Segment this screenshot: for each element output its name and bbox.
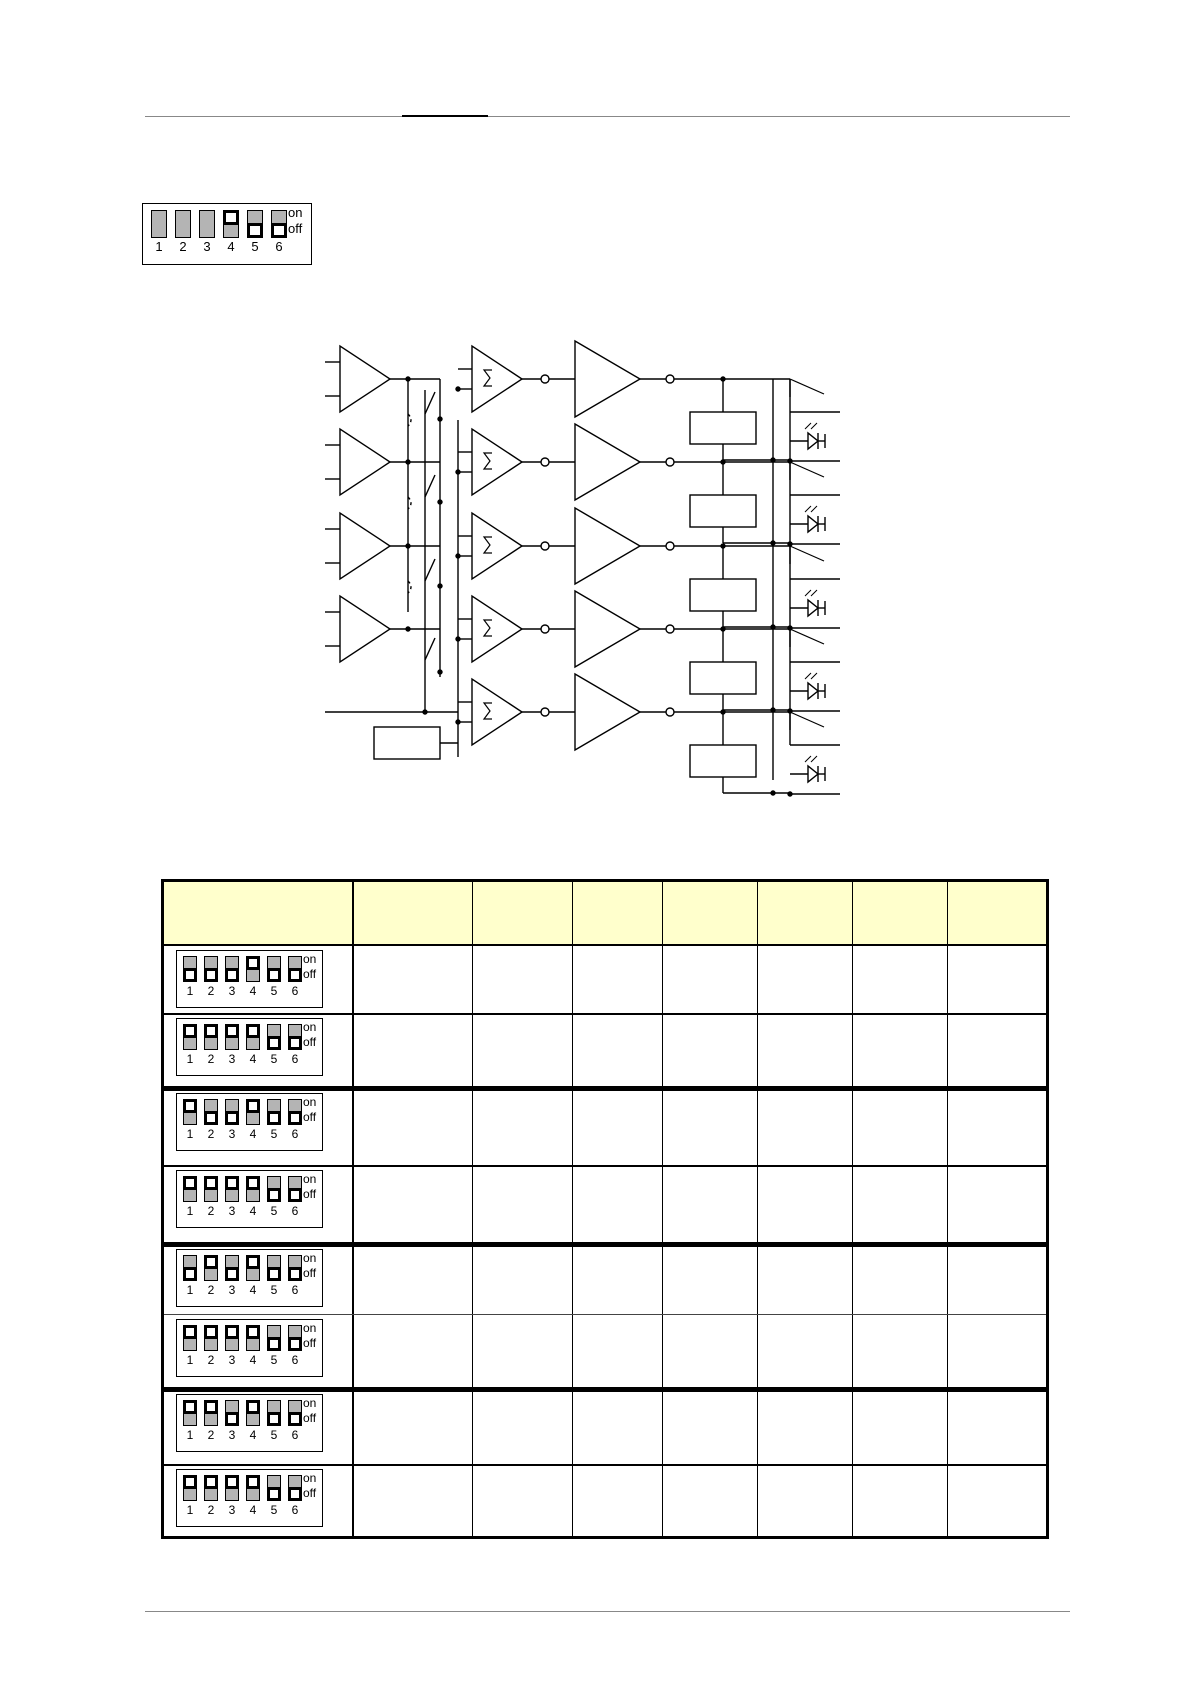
- dip-position-label: 3: [228, 1204, 236, 1218]
- dip-position-label: 2: [179, 239, 187, 254]
- table-column-divider: [662, 882, 663, 1536]
- dip-position-label: 6: [291, 1283, 299, 1297]
- junction-dot: [406, 627, 410, 631]
- led-diode: [808, 516, 818, 532]
- footer-rule: [145, 1611, 1070, 1612]
- switch-contact: [425, 559, 435, 581]
- table-row-dip-switch: [176, 1394, 323, 1452]
- dip-position-label: 2: [207, 1204, 215, 1218]
- dip-position-label: 1: [155, 239, 163, 254]
- dip-knob-on: [225, 1475, 239, 1489]
- dip-knob-on: [225, 1024, 239, 1038]
- dip-position-label: 4: [249, 984, 257, 998]
- dip-knob-on: [204, 1024, 218, 1038]
- dip-position-label: 3: [228, 984, 236, 998]
- led-diode: [808, 600, 818, 616]
- dip-on-label: on: [303, 1471, 317, 1485]
- junction-dot: [456, 387, 460, 391]
- dip-knob-on: [204, 1400, 218, 1414]
- junction-dot: [423, 710, 427, 714]
- dip-position-label: 5: [270, 1283, 278, 1297]
- led-diode: [808, 433, 818, 449]
- led-light-arrows: [805, 506, 817, 512]
- summing-amplifier: [472, 346, 522, 412]
- sigma-symbol: [484, 537, 492, 553]
- led-light-arrows: [805, 673, 817, 679]
- dip-knob-off: [267, 1412, 281, 1426]
- dip-knob-on: [183, 1176, 197, 1190]
- dip-knob-on: [246, 1400, 260, 1414]
- dip-position-label: 3: [203, 239, 211, 254]
- dip-position-label: 1: [186, 1052, 194, 1066]
- dip-position-label: 5: [270, 984, 278, 998]
- dip-position-label: 4: [249, 1503, 257, 1517]
- inverter-bubble: [541, 542, 549, 550]
- dip-knob-off: [225, 1267, 239, 1281]
- dip-off-label: off: [288, 221, 303, 236]
- led-diode: [808, 766, 818, 782]
- dip-position-label: 4: [249, 1353, 257, 1367]
- table-row-dip-switch: [176, 1469, 323, 1527]
- dip-knob-off: [267, 1487, 281, 1501]
- dip-position-label: 1: [186, 1353, 194, 1367]
- dip-knob-off: [204, 968, 218, 982]
- dip-knob-off: [288, 1267, 302, 1281]
- dip-off-label: off: [303, 1187, 317, 1201]
- output-bubble: [666, 708, 674, 716]
- dip-position-label: 2: [207, 1052, 215, 1066]
- dip-knob-off: [225, 968, 239, 982]
- dip-position-label: 1: [186, 984, 194, 998]
- junction-dot: [438, 417, 442, 421]
- dip-on-label: on: [303, 1172, 317, 1186]
- output-bubble: [666, 375, 674, 383]
- dip-knob-on: [246, 1176, 260, 1190]
- dip-knob-on: [246, 1475, 260, 1489]
- dip-knob-off: [204, 1111, 218, 1125]
- table-column-divider: [947, 882, 948, 1536]
- table-row-dip-switch: [176, 1018, 323, 1076]
- inverter-bubble: [541, 458, 549, 466]
- relay-contact: [790, 712, 824, 727]
- dip-position-label: 6: [275, 239, 283, 254]
- table-row-divider: [164, 1314, 1046, 1315]
- dip-position-label: 1: [186, 1204, 194, 1218]
- junction-dot: [456, 470, 460, 474]
- dip-position-label: 6: [291, 1503, 299, 1517]
- summing-amplifier: [472, 679, 522, 745]
- table-row-divider: [164, 1086, 1046, 1091]
- led-light-arrows: [805, 423, 817, 429]
- table-row-dip-switch: [176, 950, 323, 1008]
- dip-knob-off: [267, 1188, 281, 1202]
- dip-off-label: off: [303, 1035, 317, 1049]
- dip-knob-on: [204, 1176, 218, 1190]
- switch-contact: [425, 475, 435, 497]
- relay-coil: [690, 495, 756, 527]
- dip-knob-off: [288, 1036, 302, 1050]
- dip-position-label: 2: [207, 1127, 215, 1141]
- dip-position-label: 6: [291, 1204, 299, 1218]
- table-row-divider: [164, 1165, 1046, 1167]
- dip-knob-on: [246, 956, 260, 970]
- dip-position-label: 1: [186, 1127, 194, 1141]
- dip-on-label: on: [303, 1396, 317, 1410]
- input-amplifier: [340, 513, 390, 579]
- inverter-bubble: [541, 708, 549, 716]
- dip-knob-on: [204, 1325, 218, 1339]
- relay-coil: [690, 745, 756, 777]
- dip-position-label: 2: [207, 1283, 215, 1297]
- input-amplifier: [340, 346, 390, 412]
- dip-knob-off: [288, 1487, 302, 1501]
- junction-dot: [456, 637, 460, 641]
- output-amplifier: [575, 508, 640, 584]
- output-bubble: [666, 458, 674, 466]
- dip-knob-off: [267, 1337, 281, 1351]
- junction-dot: [788, 792, 792, 796]
- dip-off-label: off: [303, 1411, 317, 1425]
- relay-coil: [690, 412, 756, 444]
- dip-knob-off: [225, 1412, 239, 1426]
- dip-on-label: on: [303, 952, 317, 966]
- relay-contact: [790, 546, 824, 561]
- dip-on-label: on: [303, 1321, 317, 1335]
- switch-contact: [425, 392, 435, 414]
- table-row-dip-switch: [176, 1249, 323, 1307]
- table-row-divider: [164, 1387, 1046, 1392]
- table-column-divider: [572, 882, 573, 1536]
- dip-position-label: 3: [228, 1428, 236, 1442]
- dip-knob-off: [288, 1111, 302, 1125]
- dip-position-label: 5: [270, 1353, 278, 1367]
- dip-position-label: 4: [249, 1127, 257, 1141]
- dip-knob-off: [183, 968, 197, 982]
- dip-settings-table: [161, 879, 1049, 1539]
- table-column-divider: [852, 882, 853, 1536]
- sigma-symbol: [484, 620, 492, 636]
- dip-knob-off: [225, 1111, 239, 1125]
- dip-off-label: off: [303, 1486, 317, 1500]
- dip-on-label: on: [303, 1251, 317, 1265]
- dip-knob-off: [288, 1412, 302, 1426]
- junction-dot: [456, 554, 460, 558]
- inverter-bubble: [541, 625, 549, 633]
- dip-knob-on: [246, 1099, 260, 1113]
- dip-position-label: 2: [207, 1428, 215, 1442]
- dip-position-label: 3: [228, 1052, 236, 1066]
- dip-knob-on: [246, 1325, 260, 1339]
- dip-position-label: 5: [251, 239, 259, 254]
- table-row-divider: [164, 1013, 1046, 1015]
- relay-contact: [790, 629, 824, 644]
- dip-knob-off: [288, 1337, 302, 1351]
- dip-position-label: 6: [291, 984, 299, 998]
- dip-position-label: 4: [249, 1428, 257, 1442]
- dip-off-label: off: [303, 967, 317, 981]
- table-row-divider: [164, 1464, 1046, 1466]
- dip-knob-off: [267, 1111, 281, 1125]
- dip-knob-on: [246, 1024, 260, 1038]
- relay-contact: [790, 379, 824, 394]
- dip-position-label: 3: [228, 1353, 236, 1367]
- dip-position-label: 2: [207, 1353, 215, 1367]
- aux-block: [374, 727, 440, 759]
- dip-knob-off: [288, 968, 302, 982]
- dip-knob-on: [183, 1325, 197, 1339]
- dip-position-label: 5: [270, 1204, 278, 1218]
- output-amplifier: [575, 341, 640, 417]
- dip-off-label: off: [303, 1266, 317, 1280]
- inverter-bubble: [541, 375, 549, 383]
- dip-position-label: 6: [291, 1353, 299, 1367]
- input-amplifier: [340, 596, 390, 662]
- dip-on-label: on: [303, 1095, 317, 1109]
- dip-knob-off: [267, 968, 281, 982]
- table-column-divider: [757, 882, 758, 1536]
- dip-position-label: 3: [228, 1127, 236, 1141]
- dip-position-label: 4: [249, 1204, 257, 1218]
- table-row-dip-switch: [176, 1170, 323, 1228]
- summing-amplifier: [472, 596, 522, 662]
- dip-position-label: 1: [186, 1503, 194, 1517]
- dip-position-label: 5: [270, 1503, 278, 1517]
- block-diagram: [0, 0, 1190, 820]
- output-amplifier: [575, 424, 640, 500]
- table-header-row: [164, 882, 1046, 946]
- dip-position-label: 5: [270, 1127, 278, 1141]
- output-bubble: [666, 542, 674, 550]
- table-column-divider: [352, 882, 354, 1536]
- dip-knob-on: [225, 1176, 239, 1190]
- dip-position-label: 4: [227, 239, 235, 254]
- sigma-symbol: [484, 703, 492, 719]
- dip-knob-on: [183, 1024, 197, 1038]
- relay-contact: [790, 462, 824, 477]
- dip-knob-off: [267, 1036, 281, 1050]
- output-bubble: [666, 625, 674, 633]
- output-amplifier: [575, 591, 640, 667]
- dip-on-label: on: [288, 205, 303, 220]
- junction-dot: [438, 670, 442, 674]
- table-column-divider: [472, 882, 473, 1536]
- relay-coil: [690, 579, 756, 611]
- led-diode: [808, 683, 818, 699]
- dip-knob-off: [183, 1267, 197, 1281]
- sigma-symbol: [484, 453, 492, 469]
- dip-knob-on: [204, 1475, 218, 1489]
- dip-position-label: 4: [249, 1283, 257, 1297]
- dip-off-label: off: [303, 1110, 317, 1124]
- dip-position-label: 1: [186, 1283, 194, 1297]
- dip-knob-on: [183, 1475, 197, 1489]
- input-amplifier: [340, 429, 390, 495]
- dip-position-label: 1: [186, 1428, 194, 1442]
- relay-coil: [690, 662, 756, 694]
- dip-on-label: on: [303, 1020, 317, 1034]
- dip-position-label: 6: [291, 1428, 299, 1442]
- junction-dot: [438, 584, 442, 588]
- table-row-dip-switch: [176, 1093, 323, 1151]
- output-amplifier: [575, 674, 640, 750]
- sigma-symbol: [484, 370, 492, 386]
- dip-off-label: off: [303, 1336, 317, 1350]
- table-row-dip-switch: [176, 1319, 323, 1377]
- dip-knob-off: [288, 1188, 302, 1202]
- junction-dot: [438, 500, 442, 504]
- dip-knob-on: [183, 1400, 197, 1414]
- led-light-arrows: [805, 756, 817, 762]
- dip-position-label: 6: [291, 1052, 299, 1066]
- dip-knob-off: [267, 1267, 281, 1281]
- switch-contact: [425, 638, 435, 660]
- dip-position-label: 4: [249, 1052, 257, 1066]
- junction-dot: [456, 720, 460, 724]
- dip-knob-on: [183, 1099, 197, 1113]
- summing-amplifier: [472, 429, 522, 495]
- dip-position-label: 3: [228, 1283, 236, 1297]
- dip-knob-on: [225, 1325, 239, 1339]
- dip-position-label: 3: [228, 1503, 236, 1517]
- dip-position-label: 2: [207, 1503, 215, 1517]
- junction-dot: [771, 791, 775, 795]
- summing-amplifier: [472, 513, 522, 579]
- dip-position-label: 5: [270, 1428, 278, 1442]
- table-row-divider: [164, 1242, 1046, 1247]
- dip-position-label: 5: [270, 1052, 278, 1066]
- dip-knob-on: [246, 1255, 260, 1269]
- dip-position-label: 6: [291, 1127, 299, 1141]
- dip-knob-on: [204, 1255, 218, 1269]
- dip-position-label: 2: [207, 984, 215, 998]
- led-light-arrows: [805, 590, 817, 596]
